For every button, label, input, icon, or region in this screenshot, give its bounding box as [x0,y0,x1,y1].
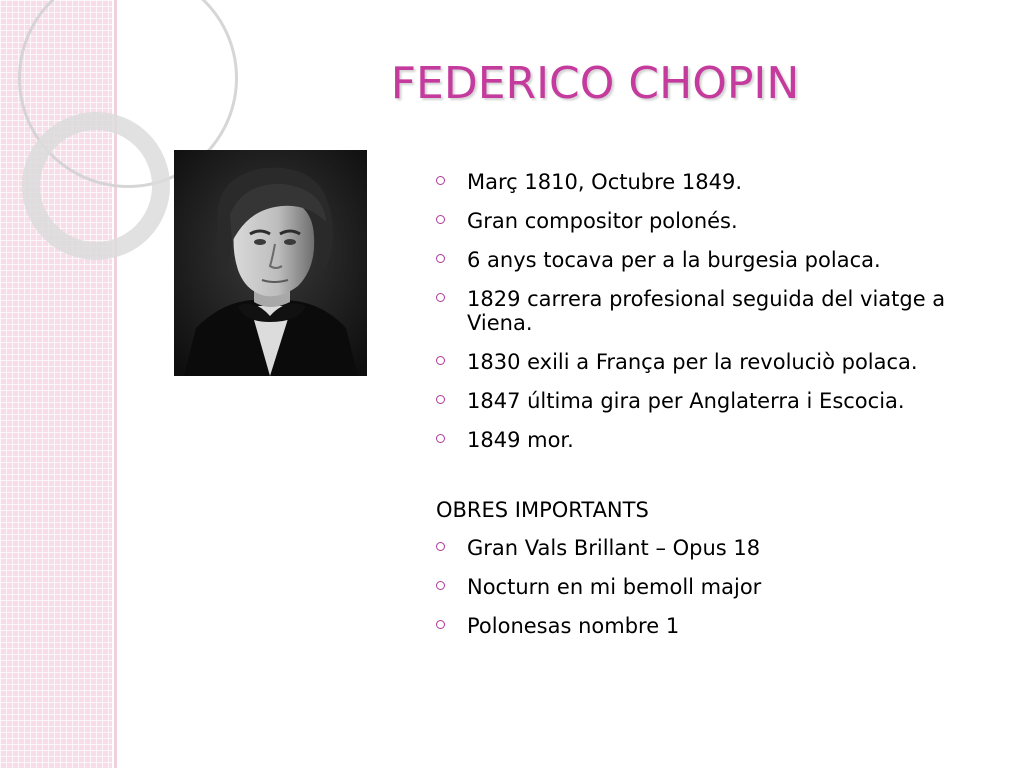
list-item [436,209,1006,233]
portrait-photo-icon [174,150,367,376]
works-heading: OBRES IMPORTANTS [436,498,649,522]
list-item [436,614,1006,638]
list-item [436,287,1006,335]
circle-bullet-icon [436,293,445,302]
list-item [436,575,1006,599]
decorative-ring-icon [22,112,170,260]
list-item [436,389,1006,413]
list-item-text: 1829 carrera profesional seguida del viatge a Viena. [467,287,946,335]
list-item-text: 6 anys tocava per a la burgesia polaca. [467,248,881,272]
list-item [436,170,1006,194]
circle-bullet-icon [436,254,445,263]
biography-list [436,170,1006,452]
circle-bullet-icon [436,434,445,443]
circle-bullet-icon [436,215,445,224]
list-item-text: 1830 exili a França per la revoluciò polaca. [467,350,918,374]
slide-title: FEDERICO CHOPIN [390,58,800,109]
list-item-text: Polonesas nombre 1 [467,614,680,638]
portrait-image [174,150,367,376]
list-item-text: Gran compositor polonés. [467,209,738,233]
list-item-text: 1847 última gira per Anglaterra i Escocia. [467,389,905,413]
list-item [436,536,1006,560]
circle-bullet-icon [436,356,445,365]
content-area [436,170,1006,653]
works-list [436,536,1006,638]
circle-bullet-icon [436,176,445,185]
list-item-text: 1849 mor. [467,428,574,452]
list-item [436,248,1006,272]
list-item-text: Nocturn en mi bemoll major [467,575,762,599]
list-item-text: Març 1810, Octubre 1849. [467,170,743,194]
circle-bullet-icon [436,395,445,404]
list-item-text: Gran Vals Brillant – Opus 18 [467,536,761,560]
list-item [436,350,1006,374]
list-item [436,428,1006,452]
circle-bullet-icon [436,581,445,590]
circle-bullet-icon [436,542,445,551]
circle-bullet-icon [436,620,445,629]
